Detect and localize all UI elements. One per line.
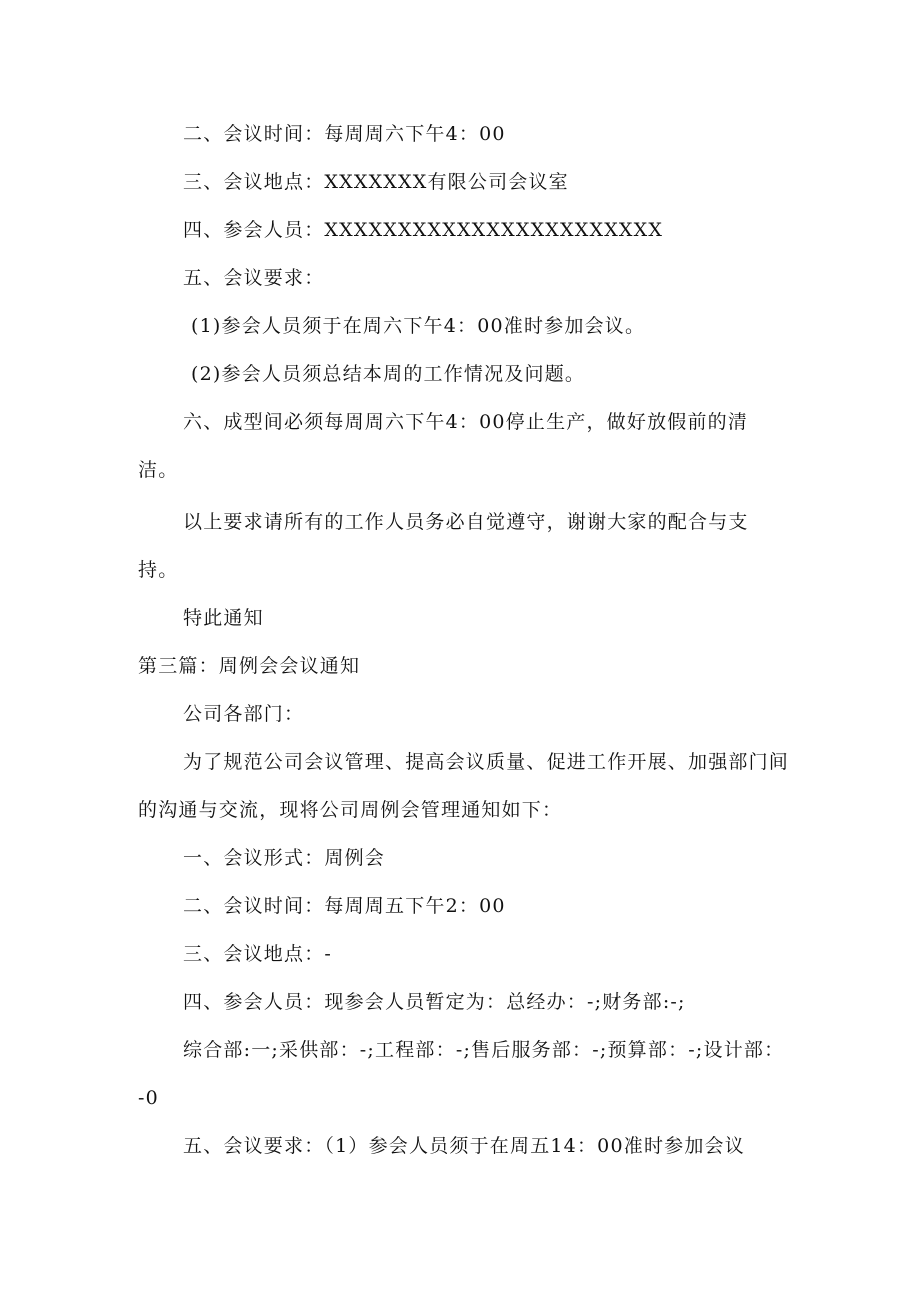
intro-paragraph-line-2: 的沟通与交流，现将公司周例会管理通知如下： xyxy=(138,799,563,821)
intro-paragraph-line-1: 为了规范公司会议管理、提高会议质量、促进工作开展、加强部门间 xyxy=(183,751,790,773)
attendees-line: 四、参会人员：XXXXXXXXXXXXXXXXXXXXXXX xyxy=(183,219,664,241)
requirements-line-2: 五、会议要求：（1）参会人员须于在周五14：00准时参加会议 xyxy=(183,1135,745,1157)
departments-line: 综合部:一;采供部：-;工程部：-;售后服务部：-;预算部：-;设计部： xyxy=(183,1039,785,1061)
salutation: 公司各部门： xyxy=(183,703,305,725)
requirements-heading: 五、会议要求： xyxy=(183,267,325,289)
meeting-location-line-2: 三、会议地点：- xyxy=(183,943,333,965)
attendees-line-2: 四、参会人员：现参会人员暂定为：总经办：-;财务部:-; xyxy=(183,991,686,1013)
meeting-format-line: 一、会议形式：周例会 xyxy=(183,847,386,869)
paragraph-six-line-1: 六、成型间必须每周周六下午4：00停止生产，做好放假前的清 xyxy=(183,411,749,433)
meeting-time-line-2: 二、会议时间：每周周五下午2：00 xyxy=(183,895,506,917)
paragraph-six-line-2: 洁。 xyxy=(138,459,179,481)
section-title: 第三篇：周例会会议通知 xyxy=(138,655,361,677)
meeting-location-line: 三、会议地点：XXXXXXX有限公司会议室 xyxy=(183,171,569,193)
closing-paragraph-line-1: 以上要求请所有的工作人员务必自觉遵守，谢谢大家的配合与支 xyxy=(183,511,749,533)
meeting-time-line: 二、会议时间：每周周六下午4：00 xyxy=(183,123,506,145)
closing-paragraph-line-2: 持。 xyxy=(138,559,179,581)
requirement-item-2: (2)参会人员须总结本周的工作情况及问题。 xyxy=(191,363,586,385)
departments-line-continued: -0 xyxy=(138,1087,159,1109)
requirement-item-1: (1)参会人员须于在周六下午4：00准时参加会议。 xyxy=(191,315,646,337)
notice-signoff: 特此通知 xyxy=(183,607,264,629)
